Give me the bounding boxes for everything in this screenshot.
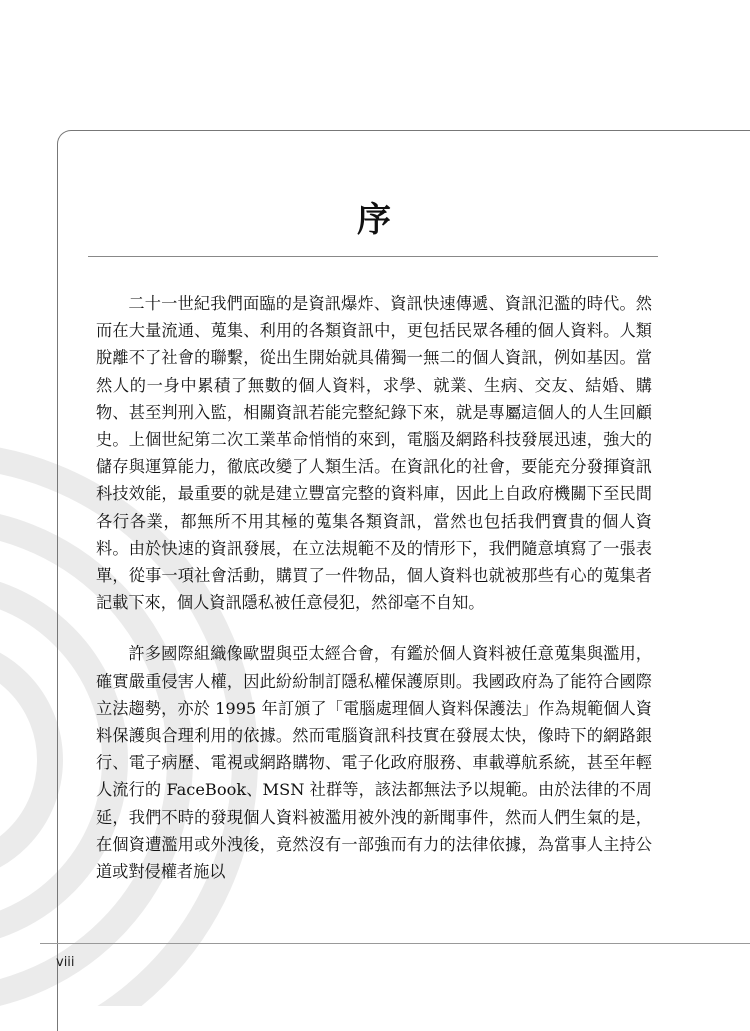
- page-title: 序: [357, 200, 393, 240]
- paragraph-1: 二十一世紀我們面臨的是資訊爆炸、資訊快速傳遞、資訊氾濫的時代。然而在大量流通、蒐集、利用的各類資訊中，更包括民眾各種的個人資料。人類脫離不了社會的聯繫，從出生開始就具備獨一無二的個人資訊，例如基因。當然人的一身中累積了無數的個人資料，求學、就業、生病、交友、結婚、購物、甚至判刑入監，相關資訊若能完整紀錄下來，就是專屬這個人的人生回顧史。上個世紀第二次工業革命悄悄的來到，電腦及網路科技發展迅速，強大的儲存與運算能力，徹底改變了人類生活。在資訊化的社會，要能充分發揮資訊科技效能，最重要的就是建立豐富完整的資料庫，因此上自政府機關下至民間各行各業，都無所不用其極的蒐集各類資訊，當然也包括我們寶貴的個人資料。由於快速的資訊發展，在立法規範不及的情形下，我們隨意填寫了一張表單，從事一項社會活動，購買了一件物品，個人資料也就被那些有心的蒐集者記載下來，個人資訊隱私被任意侵犯，然卻毫不自知。: [96, 294, 652, 613]
- title-rule: [88, 256, 658, 257]
- paragraph-2: 許多國際組織像歐盟與亞太經合會，有鑑於個人資料被任意蒐集與濫用，確實嚴重侵害人權，因此紛紛制訂隱私權保護原則。我國政府為了能符合國際立法趨勢，亦於 1995 年訂頒了「電腦處理個人資料保護法」作為規範個人資料保護與合理利用的依據。然而電腦資訊科技實在發展太快，像時下的網路銀行、電子病歷、電視或網路購物、電子化政府服務、車載導航系統，甚至年輕人流行的 FaceBook、MSN 社群等，該法都無法予以規範。由於法律的不周延，我們不時的發現個人資料被濫用被外洩的新聞事件，然而人們生氣的是，在個資遭濫用或外洩後，竟然沒有一部強而有力的法律依據，為當事人主持公道或對侵權者施以: [96, 644, 652, 882]
- footer-rule: [40, 943, 750, 944]
- preface-body: [96, 290, 652, 885]
- page-number: viii: [56, 955, 75, 970]
